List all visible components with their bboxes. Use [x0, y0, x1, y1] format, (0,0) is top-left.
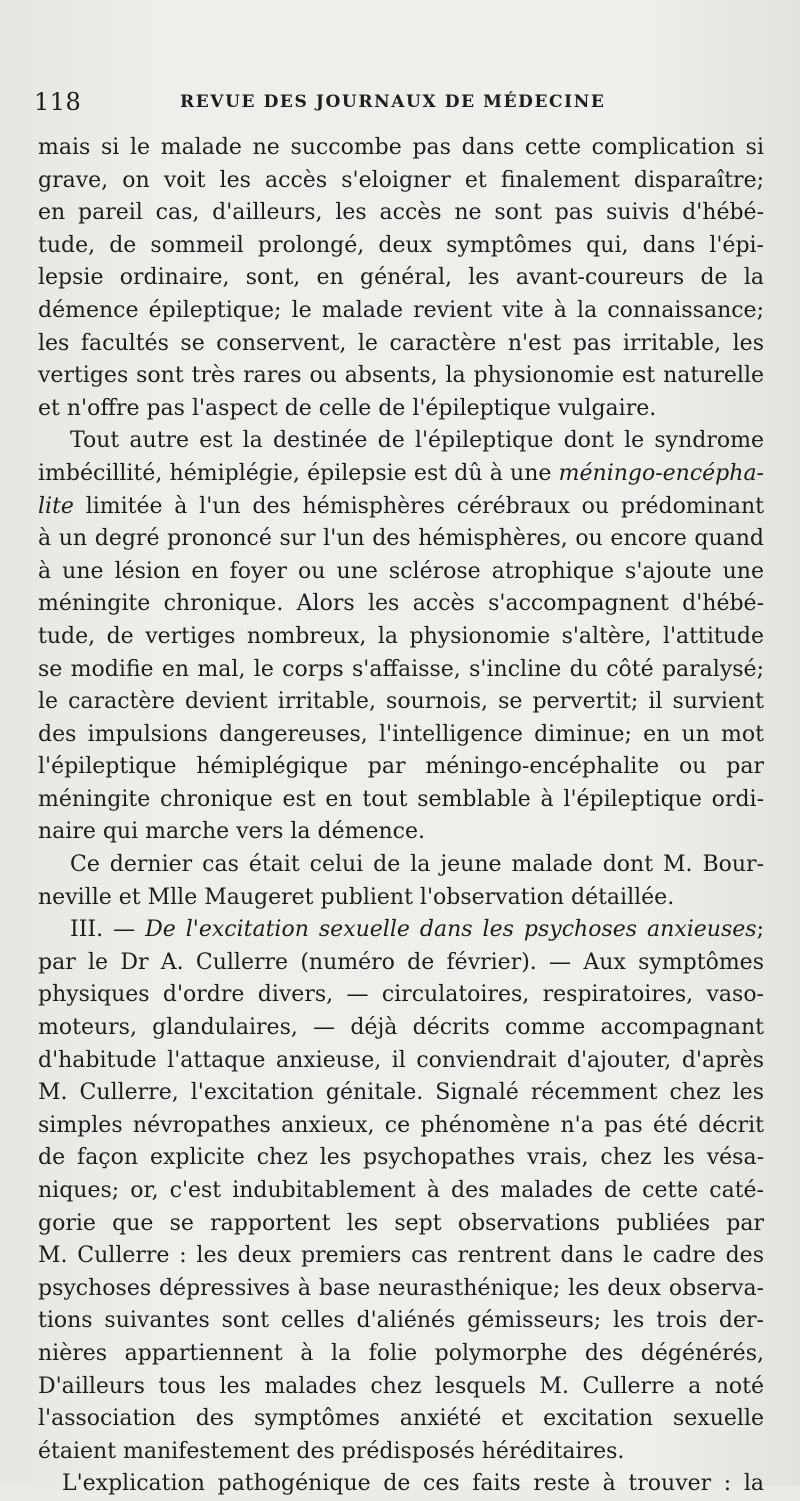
text-line: niques; or, c'est indubitablement à des malades de cette caté-	[38, 1178, 764, 1203]
text-line: tude, de sommeil prolongé, deux symptômes qui, dans l'épi-	[38, 232, 764, 258]
text-line: méningite chronique. Alors les accès s'accompagnent d'hébé-	[38, 591, 764, 617]
text-line: neville et Mlle Maugeret publient l'observation détaillée.	[38, 884, 675, 910]
text-line: l'épileptique hémiplégique par méningo-encéphalite ou par	[38, 754, 764, 780]
text-line: à une lésion en foyer ou une sclérose atrophique s'ajoute une	[38, 558, 764, 584]
text-line: lepsie ordinaire, sont, en général, les avant-coureurs de la	[38, 265, 764, 291]
italic-phrase: De l'excitation sexuelle dans les psychoses anxieuses	[145, 917, 757, 943]
text-line: vertiges sont très rares ou absents, la physionomie est naturelle	[38, 363, 764, 389]
text-line: d'habitude l'attaque anxieuse, il conviendrait d'ajouter, d'après	[38, 1047, 764, 1073]
text-line	[38, 491, 764, 524]
text-line: mais si le malade ne succombe pas dans cette complication si	[38, 135, 764, 160]
text-line: L'explication pathogénique de ces faits reste à trouver : la	[62, 1471, 764, 1497]
text-line: tude, de vertiges nombreux, la physionomie s'altère, l'attitude	[38, 623, 764, 649]
text-line: par le Dr A. Cullerre (numéro de février). — Aux symptômes	[38, 949, 764, 975]
text-line: M. Cullerre, l'excitation génitale. Signalé récemment chez les	[38, 1080, 764, 1106]
text-line: étaient manifestement des prédisposés héréditaires.	[38, 1438, 625, 1464]
text-line: et n'offre pas l'aspect de celle de l'épileptique vulgaire.	[38, 395, 657, 421]
text-line: des impulsions dangereuses, l'intelligence diminue; en un mot	[38, 721, 764, 747]
body-text	[38, 132, 764, 1501]
text-line: à un degré prononcé sur l'un des hémisphères, ou encore quand	[38, 526, 764, 552]
text-line: D'ailleurs tous les malades chez lesquels M. Cullerre a noté	[38, 1373, 764, 1399]
text-line: physiques d'ordre divers, — circulatoires, respiratoires, vaso-	[38, 982, 764, 1008]
text-line: nières appartiennent à la folie polymorphe des dégénérés,	[38, 1340, 764, 1366]
text-line	[38, 914, 764, 947]
text-line: naire qui marche vers la démence.	[38, 819, 426, 845]
text-line: psychoses dépressives à base neurasthénique; les deux observa-	[38, 1275, 764, 1301]
text-line: se modifie en mal, le corps s'affaisse, s'incline du côté paralysé;	[38, 656, 764, 682]
text-line: le caractère devient irritable, sournois, se pervertit; il survient	[38, 689, 764, 715]
text-line: moteurs, glandulaires, — déjà décrits comme accompagnant	[38, 1015, 764, 1041]
running-head	[34, 88, 760, 118]
text-line: Tout autre est la destinée de l'épileptique dont le syndrome	[70, 428, 764, 454]
text-line: les facultés se conservent, le caractère n'est pas irritable, les	[38, 330, 764, 356]
text-segment: III. —	[70, 917, 146, 943]
italic-phrase: méningo-encépha-	[558, 460, 764, 486]
text-segment: imbécillité, hémiplégie, épilepsie est dû à une	[38, 460, 559, 486]
text-line: démence épileptique; le malade revient vite à la connaissance;	[38, 297, 764, 323]
text-line: simples névropathes anxieux, ce phénomène n'a pas été décrit	[38, 1112, 764, 1138]
italic-phrase: lite	[38, 493, 74, 519]
text-line: M. Cullerre : les deux premiers cas rentrent dans le cadre des	[38, 1243, 764, 1269]
running-title: REVUE DES JOURNAUX DE MÉDECINE	[180, 92, 606, 112]
text-line: méningite chronique est en tout semblable à l'épileptique ordi-	[38, 786, 764, 812]
text-segment: ;	[756, 917, 764, 943]
text-line: gorie que se rapportent les sept observations publiées par	[38, 1210, 764, 1236]
text-line: de façon explicite chez les psychopathes vrais, chez les vésa-	[38, 1145, 764, 1171]
text-line: Ce dernier cas était celui de la jeune malade dont M. Bour-	[70, 852, 764, 878]
page-number: 118	[34, 88, 82, 116]
text-segment: limitée à l'un des hémisphères cérébraux ou prédominant	[73, 493, 764, 519]
text-line: tions suivantes sont celles d'aliénés gémisseurs; les trois der-	[38, 1308, 764, 1334]
text-line: grave, on voit les accès s'eloigner et finalement disparaître;	[38, 167, 764, 193]
text-line: l'association des symptômes anxiété et excitation sexuelle	[38, 1406, 764, 1432]
text-line: en pareil cas, d'ailleurs, les accès ne sont pas suivis d'hébé-	[38, 200, 764, 226]
text-line	[38, 458, 764, 491]
